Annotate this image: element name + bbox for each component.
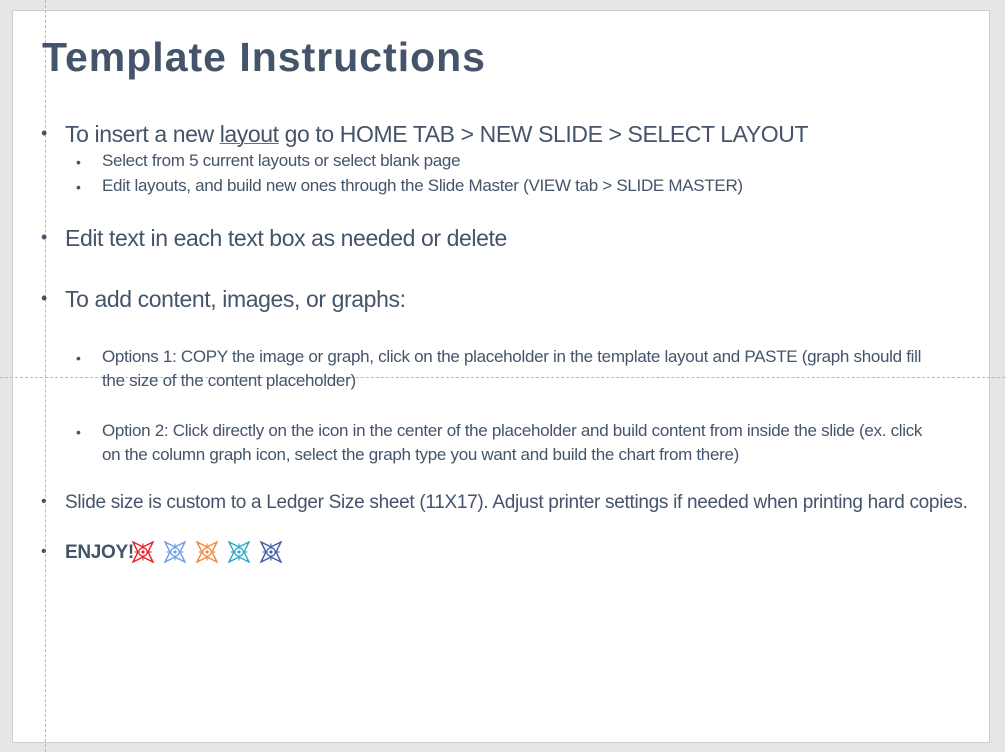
vertical-guide-line[interactable] [45, 0, 46, 752]
bullet-marker: • [76, 424, 81, 440]
ornament-star-icon [260, 541, 282, 563]
bullet-text: Slide size is custom to a Ledger Size sheet (11X17). Adjust printer settings if needed when printing hard copies. [65, 492, 968, 513]
ornament-star-icon [228, 541, 250, 563]
bullet-text: Option 2: Click directly on the icon in the center of the placeholder and build content from inside the slide (ex. click on the column graph icon, select the graph type you want and build the chart from there) [102, 421, 923, 464]
bullet-marker: • [76, 350, 81, 366]
bullet-text: To add content, images, or graphs: [65, 286, 406, 312]
bullet-marker: • [76, 179, 81, 195]
bullet-text: Select from 5 current layouts or select blank page [102, 151, 461, 170]
enjoy-icon-row [132, 541, 282, 563]
ornament-star-icon [164, 541, 186, 563]
bullet-text: Edit layouts, and build new ones through the Slide Master (VIEW tab > SLIDE MASTER) [102, 176, 743, 195]
bullet-marker: • [41, 227, 47, 247]
bullet-text: ENJOY! [65, 542, 134, 563]
bullet-marker: • [41, 288, 47, 308]
layout-link[interactable]: layout [219, 121, 279, 147]
bullet-marker: • [76, 154, 81, 170]
ornament-star-icon [196, 541, 218, 563]
bullet-marker: • [41, 493, 47, 510]
bullet-text: To insert a new layout go to HOME TAB > NEW SLIDE > SELECT LAYOUT [65, 121, 809, 147]
bullet-marker: • [41, 543, 47, 560]
bullet-marker: • [41, 123, 47, 143]
bullet-text: Edit text in each text box as needed or delete [65, 225, 507, 251]
ornament-star-icon [132, 541, 154, 563]
slide-title[interactable]: Template Instructions [42, 34, 486, 80]
bullet-text: Options 1: COPY the image or graph, click on the placeholder in the template layout and PASTE (graph should fill the size of the content placeholder) [102, 347, 922, 390]
